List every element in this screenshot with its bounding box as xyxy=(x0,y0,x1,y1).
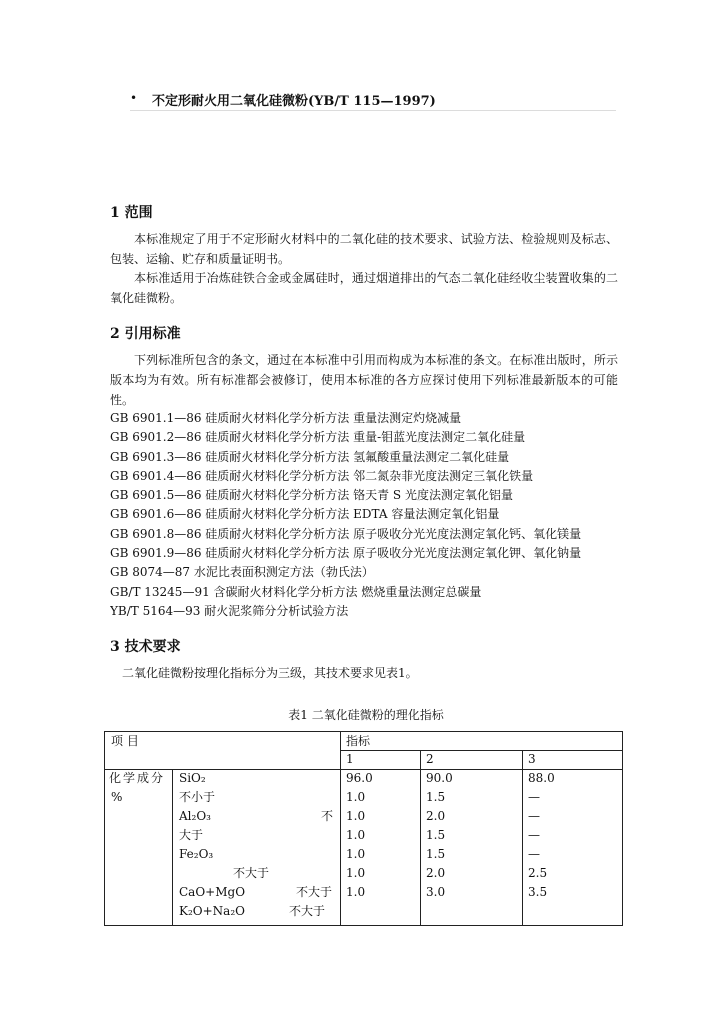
header-grade-3: 3 xyxy=(528,752,536,766)
item-line: SiO₂ xyxy=(179,771,206,785)
group-label: 化学成分 xyxy=(109,771,166,785)
header-grade-2: 2 xyxy=(426,752,434,766)
table-grid-line xyxy=(420,750,421,925)
value-cell: 1.0 xyxy=(346,809,366,823)
reference-list xyxy=(110,409,620,621)
item-line: 不 xyxy=(321,809,334,823)
reference-item: GB 6901.9—86 硅质耐火材料化学分析方法 原子吸收分光光度法测定氧化钾、氧化钠量 xyxy=(110,546,582,561)
reference-item: GB 6901.2—86 硅质耐火材料化学分析方法 重量-钼蓝光度法测定二氧化硅量 xyxy=(110,430,526,445)
reference-item: GB 6901.4—86 硅质耐火材料化学分析方法 邻二氮杂菲光度法测定三氧化铁量 xyxy=(110,468,534,483)
item-line: 大于 xyxy=(179,828,204,842)
section-1-paragraph-1: 本标准规定了用于不定形耐火材料中的二氧化硅的技术要求、试验方法、检验规则及标志、包装、运输、贮存和质量证明书。 xyxy=(110,232,618,266)
header-index: 指标 xyxy=(346,734,371,748)
group-unit: % xyxy=(111,790,123,804)
reference-item: GB 6901.6—86 硅质耐火材料化学分析方法 EDTA 容量法测定氧化铝量 xyxy=(110,507,500,522)
value-cell: 3.0 xyxy=(426,885,446,899)
value-cell: 90.0 xyxy=(426,771,453,785)
item-line: CaO+MgO xyxy=(179,885,246,899)
properties-table xyxy=(104,731,623,926)
header-item: 项 目 xyxy=(111,734,139,748)
bullet: • xyxy=(130,91,138,105)
value-cell: 2.0 xyxy=(426,866,446,880)
item-line: 不大于 xyxy=(289,904,326,918)
section-3-paragraph-1: 二氧化硅微粉按理化指标分为三级，其技术要求见表1。 xyxy=(122,666,418,680)
reference-item: GB 8074—87 水泥比表面积测定方法（勃氏法） xyxy=(110,565,374,580)
reference-item: GB 6901.3—86 硅质耐火材料化学分析方法 氢氟酸重量法测定二氧化硅量 xyxy=(110,449,510,464)
section-1-paragraph-2: 本标准适用于冶炼硅铁合金或金属硅时，通过烟道排出的气态二氧化硅经收尘装置收集的二氧化硅微粉。 xyxy=(110,271,618,305)
item-line: Fe₂O₃ xyxy=(179,847,214,861)
item-line: K₂O+Na₂O xyxy=(179,904,245,918)
page-header xyxy=(130,90,616,111)
value-cell: 1.0 xyxy=(346,790,366,804)
value-cell: 3.5 xyxy=(528,885,548,899)
value-cell: 2.5 xyxy=(528,866,548,880)
header-grade-1: 1 xyxy=(346,752,354,766)
value-cell: — xyxy=(528,809,540,823)
document-title: 不定形耐火用二氧化硅微粉(YB/T 115—1997) xyxy=(152,94,436,109)
value-cell: 88.0 xyxy=(528,771,555,785)
value-cell: 96.0 xyxy=(346,771,373,785)
value-cell: 1.0 xyxy=(346,847,366,861)
section-2-heading: 2 引用标准 xyxy=(110,326,181,342)
section-1-heading: 1 范围 xyxy=(110,205,153,221)
table-caption: 表1 二氧化硅微粉的理化指标 xyxy=(288,708,444,722)
value-cell: 2.0 xyxy=(426,809,446,823)
value-cell: 1.5 xyxy=(426,847,446,861)
table-grid-line xyxy=(340,732,341,925)
value-cell: 1.5 xyxy=(426,828,446,842)
value-cell: — xyxy=(528,847,540,861)
reference-item: YB/T 5164—93 耐火泥浆筛分分析试验方法 xyxy=(110,603,349,618)
item-line: Al₂O₃ xyxy=(179,809,211,823)
reference-item: GB 6901.5—86 硅质耐火材料化学分析方法 铬天青 S 光度法测定氧化铝量 xyxy=(110,488,513,503)
item-line: 不大于 xyxy=(296,885,333,899)
item-line: 不小于 xyxy=(179,790,216,804)
value-cell: 1.5 xyxy=(426,790,446,804)
table-grid-line xyxy=(172,769,173,925)
value-cell: 1.0 xyxy=(346,828,366,842)
value-cell: 1.0 xyxy=(346,866,366,880)
value-cell: — xyxy=(528,828,540,842)
table-grid-line xyxy=(522,750,523,925)
value-cell: — xyxy=(528,790,540,804)
reference-item: GB 6901.1—86 硅质耐火材料化学分析方法 重量法测定灼烧减量 xyxy=(110,411,462,425)
item-line: 不大于 xyxy=(233,866,270,880)
table-grid-line xyxy=(340,750,622,751)
reference-item: GB/T 13245—91 含碳耐火材料化学分析方法 燃烧重量法测定总碳量 xyxy=(110,584,482,599)
reference-item: GB 6901.8—86 硅质耐火材料化学分析方法 原子吸收分光光度法测定氧化钙、氧化镁量 xyxy=(110,526,582,541)
section-2-paragraph-1: 下列标准所包含的条文，通过在本标准中引用而构成为本标准的条文。在标准出版时，所示版本均为有效。所有标准都会被修订，使用本标准的各方应探讨使用下列标准最新版本的可能性。 xyxy=(110,353,618,407)
value-cell: 1.0 xyxy=(346,885,366,899)
section-3-heading: 3 技术要求 xyxy=(110,639,181,655)
